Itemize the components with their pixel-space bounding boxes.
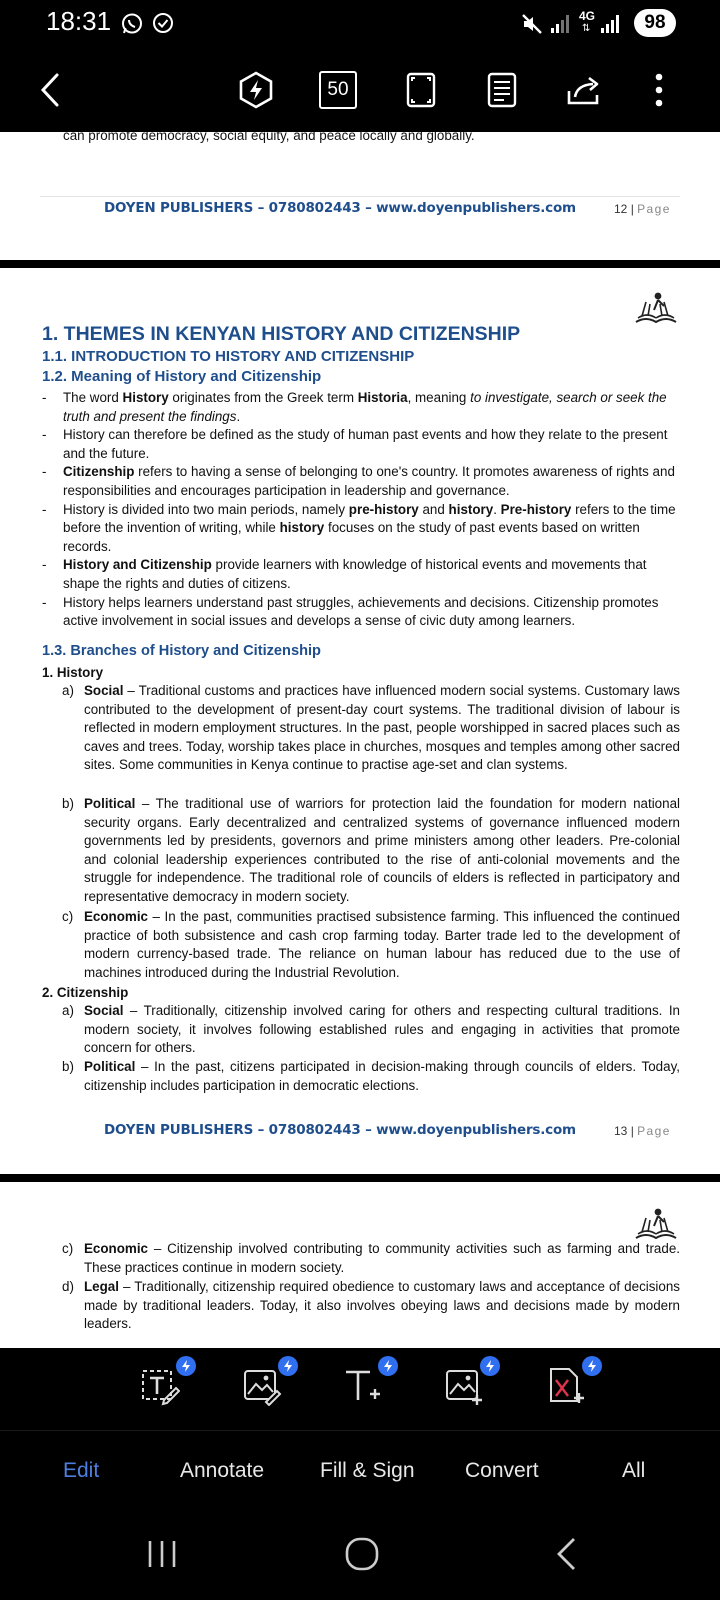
- edit-pdf-button[interactable]: [546, 1366, 590, 1410]
- page-12-tail-text: can promote democracy, social equity, and peace locally and globally.: [63, 132, 475, 143]
- share-icon: [565, 71, 603, 109]
- page-13: [0, 268, 720, 1174]
- page-12-num: 12: [614, 202, 628, 216]
- ai-badge-icon: [582, 1356, 602, 1376]
- citizenship-social-item: a) Social – Traditionally, citizenship involved caring for others and respecting cultural traditions. In modern society, it involves following established rules and engaging in activities that promote concern for others.: [62, 1003, 680, 1056]
- page-14: [0, 1182, 720, 1348]
- edit-text-button[interactable]: [140, 1366, 184, 1410]
- edit-image-icon: [242, 1366, 282, 1406]
- publisher-logo-icon: [634, 288, 678, 328]
- home-button[interactable]: [344, 1536, 380, 1576]
- reading-mode-icon: [486, 71, 518, 109]
- section-1-2-heading: 1.2. Meaning of History and Citizenship: [42, 368, 322, 385]
- top-toolbar: [0, 48, 720, 132]
- citizenship-economic-item: c) Economic – Citizenship involved contributing to community activities such as farming and trade. These practices continue in modern society.: [62, 1241, 680, 1275]
- more-button[interactable]: [644, 66, 674, 114]
- page-count-label: 50: [327, 79, 349, 100]
- home-icon: [344, 1536, 380, 1572]
- citizenship-political-item: b) Political – In the past, citizens participated in decision-making through councils of elders. Today, citizenship includes participation in democratic elections.: [62, 1059, 680, 1093]
- ai-badge-icon: [278, 1356, 298, 1376]
- signal-icon-2: [600, 14, 622, 38]
- more-icon: [654, 71, 664, 109]
- network-type: 4G: [579, 9, 596, 23]
- ai-button[interactable]: [232, 66, 280, 114]
- chapter-title: 1. THEMES IN KENYAN HISTORY AND CITIZENSHIP: [42, 323, 521, 345]
- bullet-item: - Citizenship refers to having a sense of belonging to one's country. It promotes awareness of rights and responsibilities and encourages participation in leadership and governance.: [42, 463, 682, 500]
- footer-divider: [40, 196, 680, 197]
- ai-badge-icon: [176, 1356, 196, 1376]
- page-separator: [0, 1174, 720, 1182]
- bullet-item: - History and Citizenship provide learners with knowledge of historical events and movements that shape the rights and duties of citizens.: [42, 556, 682, 593]
- whatsapp-icon: [120, 12, 144, 40]
- page-12-number: 12 | Page: [614, 202, 671, 216]
- status-time: 18:31: [46, 6, 112, 36]
- fit-screen-icon: [405, 71, 437, 109]
- share-button[interactable]: [560, 66, 608, 114]
- mute-icon: [520, 12, 544, 40]
- edit-pdf-icon: [546, 1366, 586, 1406]
- page-12: [0, 132, 720, 260]
- history-social-item: a) Social – Traditional customs and practices have influenced modern social systems. Customary laws contributed to the development of present-day court systems. The traditional division of labour is reflected in modern employment structures. In the past, people worshipped in sacred places such as caves and trees. Today, worship takes place in churches, mosques and temples among other sacred sites. Some communities in Kenya continue to practise age-set and clan systems.: [62, 683, 680, 773]
- bullet-item: - History helps learners understand past struggles, achievements and decisions. Citizenship promotes active involvement in social issues and develops a sense of civic duty among learners.: [42, 594, 682, 631]
- edit-text-icon: [140, 1366, 180, 1406]
- page-12-word: Page: [637, 202, 671, 216]
- ai-badge-icon: [480, 1356, 500, 1376]
- tab-fill-sign[interactable]: Fill & Sign: [320, 1459, 415, 1482]
- section-1-1-heading: 1.1. INTRODUCTION TO HISTORY AND CITIZENSHIP: [42, 348, 415, 365]
- page-12-publisher: DOYEN PUBLISHERS – 0780802443 – www.doyenpublishers.com: [104, 200, 576, 216]
- publisher-logo-icon: [634, 1204, 678, 1244]
- add-image-icon: [444, 1366, 484, 1406]
- page-13-num: 13: [614, 1124, 628, 1138]
- add-text-button[interactable]: [342, 1366, 386, 1410]
- bullet-item: - History is divided into two main periods, namely pre-history and history. Pre-history refers to the time before the invention of writing, while history focuses on the study of past events based on written records.: [42, 501, 682, 557]
- reading-mode-button[interactable]: [478, 66, 526, 114]
- history-economic-item: c) Economic – In the past, communities practised subsistence farming. This influenced the continued practice of both subsistence and cash crop farming today. Barter trade led to the development of modern currency-based trade. The reliance on human labour has reduced due to the use of machines introduced during the Industrial Revolution.: [62, 909, 680, 980]
- page-13-publisher: DOYEN PUBLISHERS – 0780802443 – www.doyenpublishers.com: [104, 1122, 576, 1138]
- citizenship-legal-item: d) Legal – Traditionally, citizenship required obedience to customary laws and acceptance of decisions made by traditional leaders. Today, it also involves obeying laws and decisions made by modern leaders.: [62, 1279, 680, 1332]
- status-bar: [0, 0, 720, 48]
- page-13-word: Page: [637, 1124, 671, 1138]
- bullet-item: - The word History originates from the Greek term Historia, meaning to investigate, search or seek the truth and present the findings.: [42, 389, 682, 426]
- section-1-3-heading: 1.3. Branches of History and Citizenship: [42, 643, 321, 659]
- page-count-button[interactable]: [314, 66, 362, 114]
- edit-tools-bar: [0, 1348, 720, 1430]
- history-political-item: b) Political – The traditional use of warriors for protection laid the foundation for modern national security organs. Early decentralized and centralized systems of governance influenced modern governments led by presidents, governors and prime ministers among other leaders. Pre-colonial and colonial leadership experiences contributed to the rise of anti-colonial movements and the struggle for independence. The traditional role of councils of elders is reflected in participatory and representative democracy in modern society.: [62, 796, 680, 904]
- add-image-button[interactable]: [444, 1366, 488, 1410]
- system-nav-bar: [0, 1512, 720, 1600]
- meaning-bullet-list: [42, 389, 682, 631]
- mode-tabs: [0, 1430, 720, 1513]
- page-13-number: 13 | Page: [614, 1124, 671, 1138]
- ai-badge-icon: [378, 1356, 398, 1376]
- tab-all[interactable]: All: [622, 1459, 646, 1482]
- page-count-icon: [319, 71, 357, 109]
- tab-convert[interactable]: Convert: [465, 1459, 539, 1482]
- battery-indicator: 98: [634, 9, 676, 37]
- ai-icon: [236, 70, 276, 110]
- page-separator: [0, 260, 720, 268]
- edit-image-button[interactable]: [242, 1366, 286, 1410]
- back-icon: [35, 72, 65, 108]
- check-circle-icon: [152, 12, 174, 38]
- document-viewer[interactable]: [0, 132, 720, 1348]
- fit-screen-button[interactable]: [397, 66, 445, 114]
- add-text-icon: [342, 1366, 382, 1406]
- back-nav-icon: [554, 1536, 578, 1572]
- tab-edit[interactable]: Edit: [63, 1459, 100, 1482]
- bullet-item: - History can therefore be defined as the study of human past events and how they relate to the present and the future.: [42, 426, 682, 463]
- back-nav-button[interactable]: [554, 1536, 578, 1576]
- history-label: 1. History: [42, 665, 104, 680]
- recents-button[interactable]: [146, 1538, 178, 1574]
- back-button[interactable]: [26, 66, 74, 114]
- tab-annotate[interactable]: Annotate: [180, 1459, 265, 1482]
- data-arrows-icon: ⇅: [582, 23, 591, 34]
- citizenship-label: 2. Citizenship: [42, 985, 129, 1000]
- signal-icon: [550, 14, 572, 38]
- recents-icon: [146, 1538, 178, 1570]
